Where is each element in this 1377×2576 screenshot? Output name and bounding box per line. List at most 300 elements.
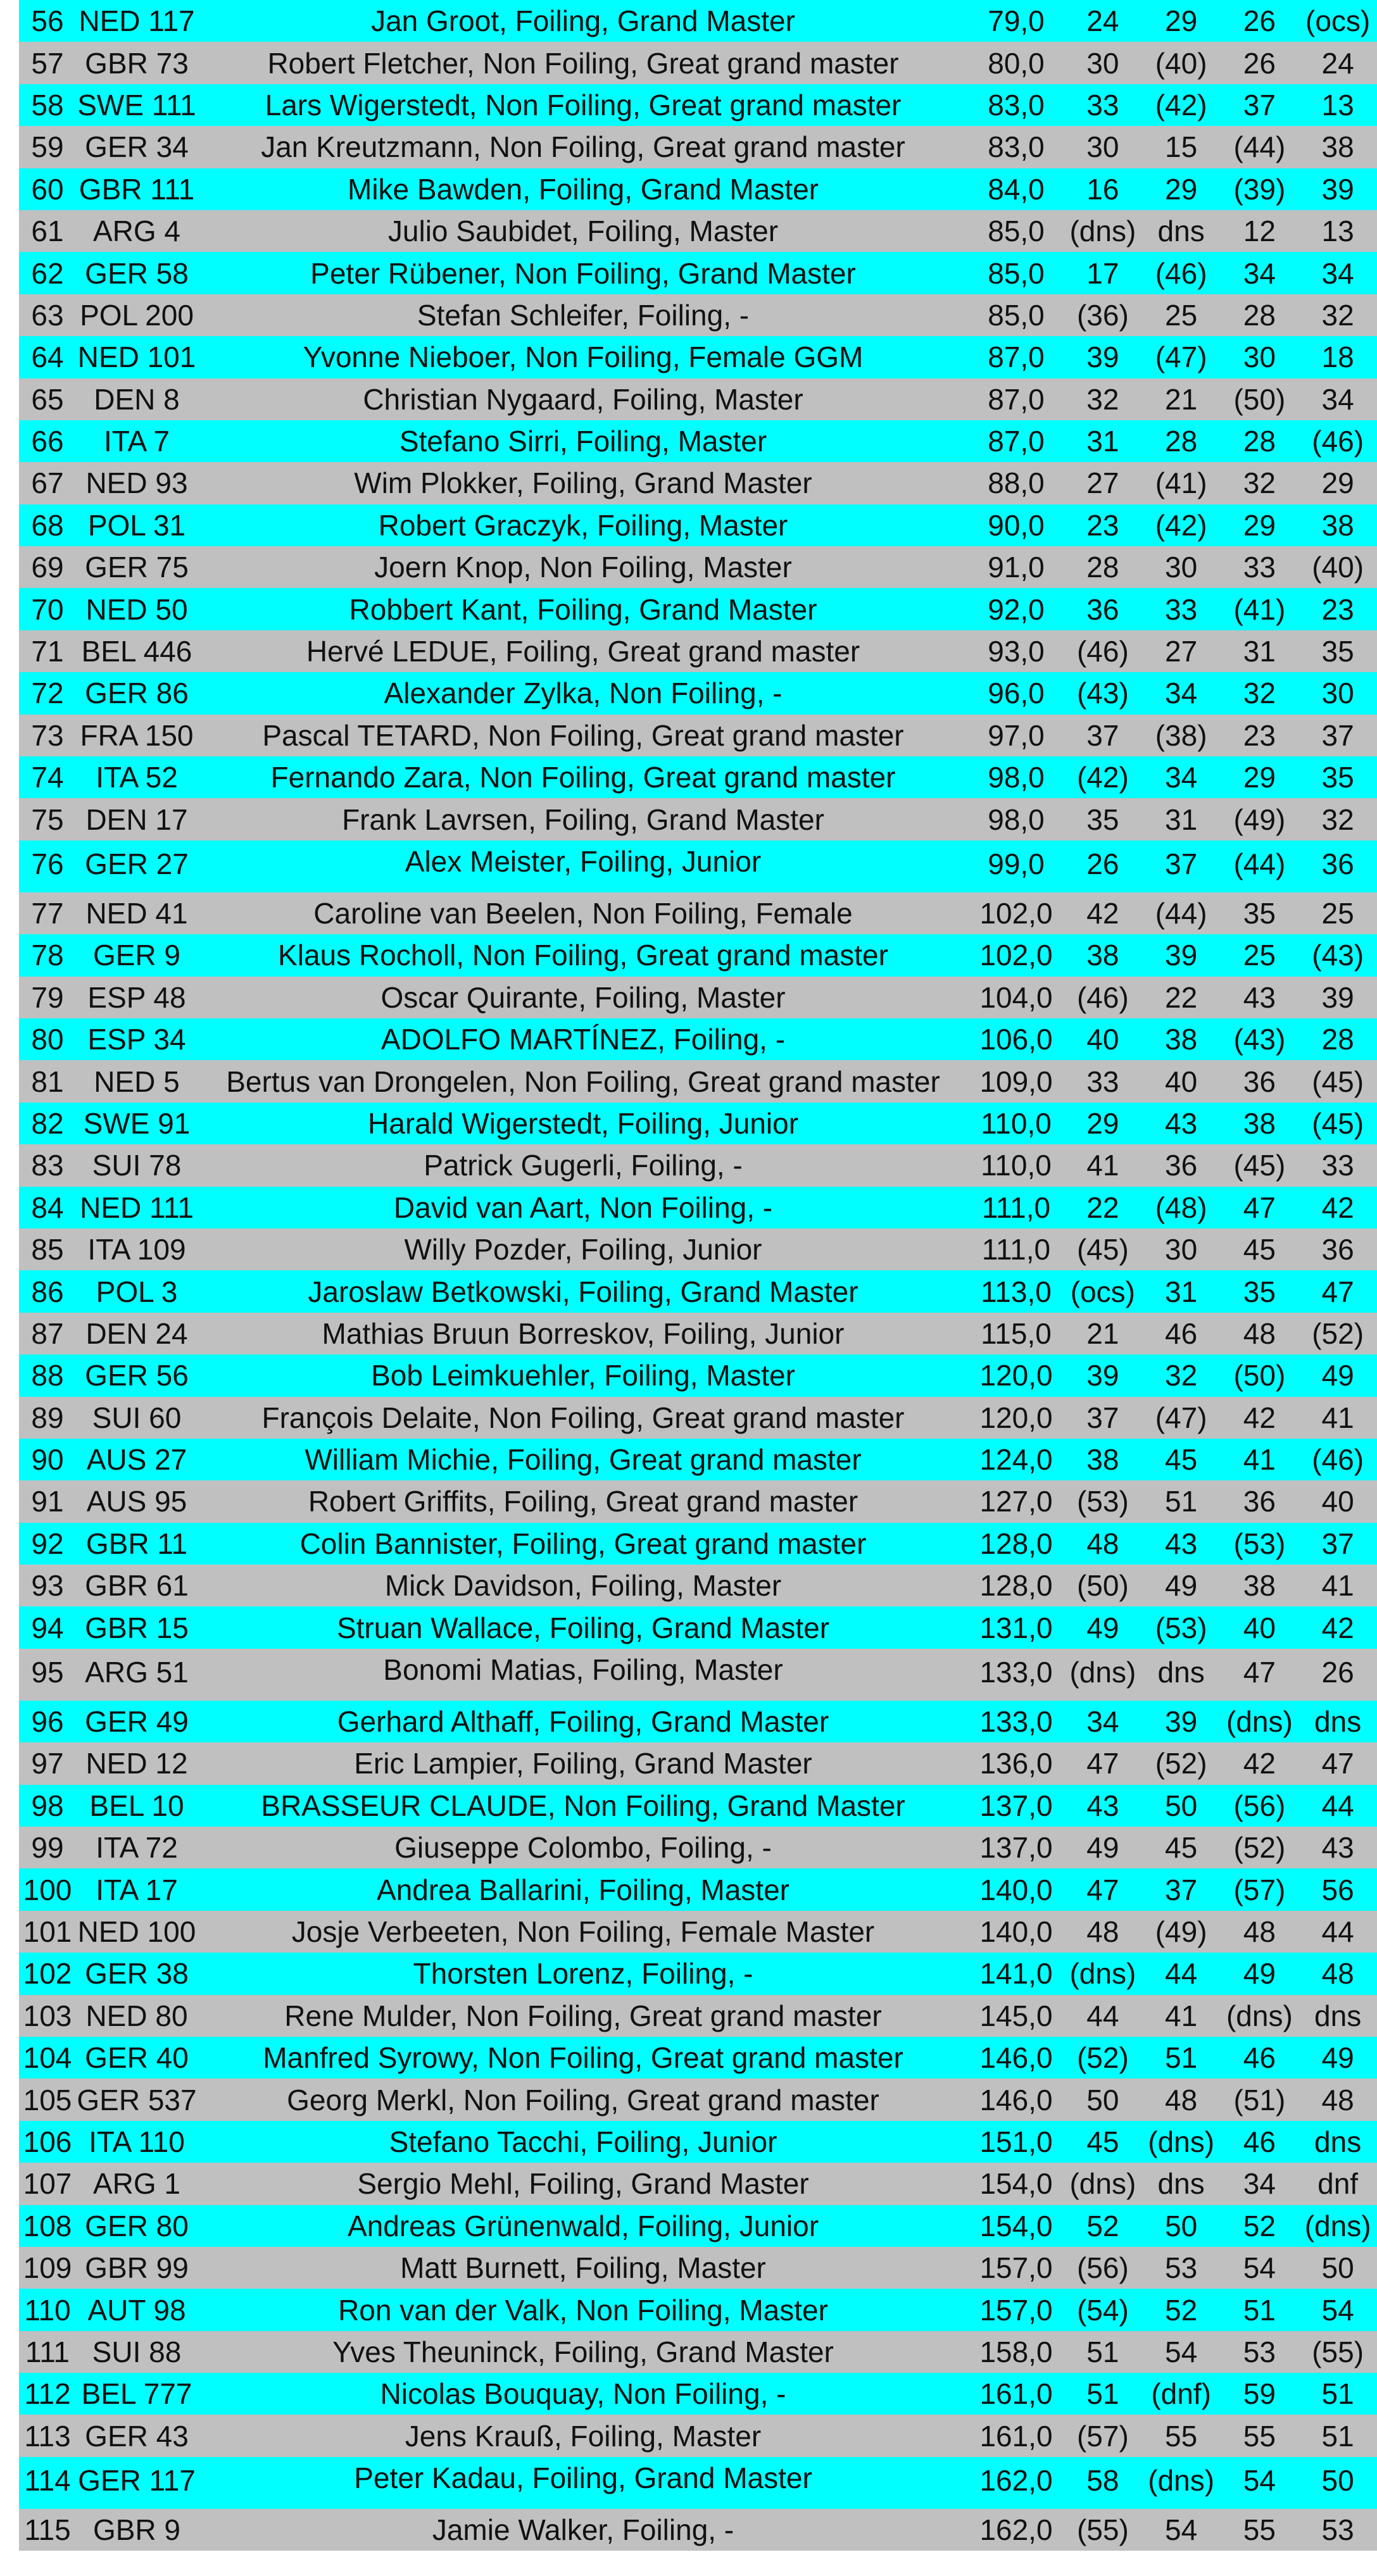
competitor-name-cell: Robert Griffits, Foiling, Great grand master xyxy=(308,1485,858,1518)
sail-number-cell: NED 100 xyxy=(77,1915,196,1948)
total-points-cell: 98,0 xyxy=(988,803,1045,836)
position-cell: 89 xyxy=(31,1401,64,1434)
race-2-score-cell: 41 xyxy=(1165,1999,1198,2032)
race-3-score-cell: 32 xyxy=(1243,677,1276,710)
sail-number-cell: ARG 51 xyxy=(85,1655,189,1689)
race-2-score-cell: (47) xyxy=(1155,341,1207,374)
position-cell: 107 xyxy=(23,2167,72,2201)
competitor-name-cell: Stefano Tacchi, Foiling, Junior xyxy=(389,2125,777,2158)
competitor-name-cell: François Delaite, Non Foiling, Great grand master xyxy=(261,1401,905,1434)
table-row xyxy=(19,546,1377,588)
race-3-score-cell: (52) xyxy=(1233,1831,1286,1865)
total-points-cell: 120,0 xyxy=(979,1401,1053,1434)
total-points-cell: 133,0 xyxy=(979,1655,1053,1689)
total-points-cell: 111,0 xyxy=(981,1233,1051,1266)
sail-number-cell: GBR 73 xyxy=(85,46,189,80)
race-2-score-cell: 51 xyxy=(1165,2041,1198,2075)
race-4-score-cell: 47 xyxy=(1321,1747,1354,1780)
race-4-score-cell: dns xyxy=(1314,1999,1362,2032)
race-3-score-cell: (50) xyxy=(1233,382,1286,416)
race-2-score-cell: 49 xyxy=(1165,1569,1198,1603)
race-2-score-cell: 27 xyxy=(1165,635,1198,668)
race-1-score-cell: 32 xyxy=(1086,382,1119,416)
competitor-name-cell: Jan Kreutzmann, Non Foiling, Great grand master xyxy=(261,130,905,164)
competitor-name-cell: Lars Wigerstedt, Non Foiling, Great grand master xyxy=(265,88,902,122)
race-2-score-cell: 36 xyxy=(1165,1149,1198,1182)
table-row xyxy=(19,420,1377,462)
competitor-name-cell: Robbert Kant, Foiling, Grand Master xyxy=(349,592,817,626)
competitor-name-cell: Nicolas Bouquay, Non Foiling, - xyxy=(380,2377,786,2411)
race-4-score-cell: 32 xyxy=(1321,803,1354,836)
total-points-cell: 146,0 xyxy=(979,2083,1053,2116)
competitor-name-cell: Bob Leimkuehler, Foiling, Master xyxy=(371,1359,795,1392)
table-row xyxy=(19,1785,1377,1827)
competitor-name-cell: Manfred Syrowy, Non Foiling, Great grand master xyxy=(263,2041,903,2075)
total-points-cell: 141,0 xyxy=(979,1957,1053,1991)
race-2-score-cell: (44) xyxy=(1155,897,1207,930)
race-3-score-cell: 54 xyxy=(1243,2463,1276,2497)
total-points-cell: 128,0 xyxy=(979,1527,1053,1560)
table-row xyxy=(19,1229,1377,1270)
sail-number-cell: ITA 110 xyxy=(89,2125,185,2158)
race-1-score-cell: (56) xyxy=(1076,2251,1129,2285)
competitor-name-cell: Stefano Sirri, Foiling, Master xyxy=(399,425,767,458)
position-cell: 68 xyxy=(31,508,64,542)
table-row xyxy=(19,892,1377,934)
total-points-cell: 85,0 xyxy=(988,298,1045,332)
table-row xyxy=(19,1060,1377,1102)
total-points-cell: 127,0 xyxy=(979,1485,1053,1518)
position-cell: 59 xyxy=(31,130,64,164)
position-cell: 72 xyxy=(31,677,64,710)
race-2-score-cell: 34 xyxy=(1165,677,1198,710)
position-cell: 69 xyxy=(31,551,64,584)
table-row xyxy=(19,2163,1377,2204)
race-3-score-cell: (dns) xyxy=(1226,1999,1293,2032)
race-4-score-cell: 40 xyxy=(1321,1485,1354,1518)
table-row xyxy=(19,462,1377,504)
position-cell: 105 xyxy=(23,2083,72,2116)
race-1-score-cell: 29 xyxy=(1086,1106,1119,1140)
race-4-score-cell: (dns) xyxy=(1304,2209,1371,2242)
race-4-score-cell: 54 xyxy=(1321,2293,1354,2327)
race-2-score-cell: 52 xyxy=(1165,2293,1198,2327)
race-1-score-cell: 58 xyxy=(1086,2463,1119,2497)
table-row xyxy=(19,1565,1377,1606)
position-cell: 60 xyxy=(31,172,64,206)
total-points-cell: 161,0 xyxy=(979,2419,1053,2453)
race-2-score-cell: (53) xyxy=(1155,1611,1207,1644)
total-points-cell: 146,0 xyxy=(979,2041,1053,2075)
race-2-score-cell: 54 xyxy=(1165,2335,1198,2368)
race-4-score-cell: 49 xyxy=(1321,1359,1354,1392)
race-3-score-cell: (53) xyxy=(1233,1527,1286,1560)
race-2-score-cell: 33 xyxy=(1165,592,1198,626)
table-row xyxy=(19,336,1377,378)
race-4-score-cell: 56 xyxy=(1321,1873,1354,1906)
position-cell: 65 xyxy=(31,382,64,416)
race-3-score-cell: 28 xyxy=(1243,425,1276,458)
race-4-score-cell: 34 xyxy=(1321,382,1354,416)
sail-number-cell: SUI 60 xyxy=(92,1401,182,1434)
competitor-name-cell: Andreas Grünenwald, Foiling, Junior xyxy=(347,2209,819,2242)
race-1-score-cell: 45 xyxy=(1086,2125,1119,2158)
position-cell: 74 xyxy=(31,761,64,794)
race-1-score-cell: 39 xyxy=(1086,1359,1119,1392)
race-1-score-cell: 47 xyxy=(1086,1873,1119,1906)
race-2-score-cell: (dns) xyxy=(1148,2125,1215,2158)
table-row xyxy=(19,0,1377,42)
table-row xyxy=(19,1397,1377,1439)
sail-number-cell: GER 80 xyxy=(85,2209,189,2242)
race-4-score-cell: (46) xyxy=(1312,1443,1364,1477)
sail-number-cell: ESP 48 xyxy=(87,980,186,1014)
position-cell: 83 xyxy=(31,1149,64,1182)
competitor-name-cell: Wim Plokker, Foiling, Grand Master xyxy=(354,466,812,500)
total-points-cell: 109,0 xyxy=(979,1065,1053,1098)
race-3-score-cell: 55 xyxy=(1243,2419,1276,2453)
competitor-name-cell: Mike Bawden, Foiling, Grand Master xyxy=(348,172,819,206)
competitor-name-cell: BRASSEUR CLAUDE, Non Foiling, Grand Master xyxy=(261,1789,905,1822)
table-row xyxy=(19,1701,1377,1742)
table-row xyxy=(19,1270,1377,1312)
position-cell: 86 xyxy=(31,1275,64,1308)
table-row xyxy=(19,1103,1377,1144)
competitor-name-cell: Robert Fletcher, Non Foiling, Great grand master xyxy=(267,46,899,80)
table-row xyxy=(19,1144,1377,1186)
total-points-cell: 120,0 xyxy=(979,1359,1053,1392)
race-3-score-cell: (39) xyxy=(1233,172,1286,206)
race-3-score-cell: 59 xyxy=(1243,2377,1276,2411)
table-row xyxy=(19,2373,1377,2415)
race-4-score-cell: (52) xyxy=(1312,1316,1364,1350)
race-2-score-cell: 54 xyxy=(1165,2513,1198,2547)
total-points-cell: 99,0 xyxy=(988,847,1045,880)
race-2-score-cell: 37 xyxy=(1165,847,1198,880)
sail-number-cell: NED 101 xyxy=(77,341,196,374)
competitor-name-cell: Struan Wallace, Foiling, Grand Master xyxy=(336,1611,830,1644)
total-points-cell: 91,0 xyxy=(988,551,1045,584)
table-row xyxy=(19,841,1377,892)
position-cell: 76 xyxy=(31,847,64,880)
race-1-score-cell: (dns) xyxy=(1069,1655,1136,1689)
total-points-cell: 131,0 xyxy=(979,1611,1053,1644)
competitor-name-cell: Giuseppe Colombo, Foiling, - xyxy=(394,1831,772,1865)
table-row xyxy=(19,168,1377,210)
sail-number-cell: ARG 1 xyxy=(92,2167,181,2201)
sail-number-cell: BEL 777 xyxy=(81,2377,192,2411)
competitor-name-cell: David van Aart, Non Foiling, - xyxy=(393,1191,773,1224)
race-1-score-cell: 21 xyxy=(1086,1316,1119,1350)
position-cell: 112 xyxy=(24,2377,71,2411)
race-2-score-cell: 45 xyxy=(1165,1831,1198,1865)
total-points-cell: 87,0 xyxy=(988,341,1045,374)
race-1-score-cell: 35 xyxy=(1086,803,1119,836)
race-3-score-cell: 34 xyxy=(1243,256,1276,290)
race-4-score-cell: 49 xyxy=(1321,2041,1354,2075)
competitor-name-cell: Frank Lavrsen, Foiling, Grand Master xyxy=(342,803,824,836)
competitor-name-cell: Stefan Schleifer, Foiling, - xyxy=(417,298,750,332)
race-1-score-cell: (52) xyxy=(1076,2041,1129,2075)
race-2-score-cell: 38 xyxy=(1165,1023,1198,1056)
competitor-name-cell: Ron van der Valk, Non Foiling, Master xyxy=(338,2293,828,2327)
competitor-name-cell: Bonomi Matias, Foiling, Master xyxy=(383,1653,783,1686)
race-1-score-cell: (dns) xyxy=(1069,1957,1136,1991)
race-3-score-cell: 38 xyxy=(1243,1569,1276,1603)
sail-number-cell: GER 43 xyxy=(85,2419,189,2453)
race-2-score-cell: 29 xyxy=(1165,172,1198,206)
sail-number-cell: DEN 17 xyxy=(85,803,188,836)
table-row xyxy=(19,588,1377,630)
position-cell: 66 xyxy=(31,425,64,458)
position-cell: 97 xyxy=(31,1747,64,1780)
race-3-score-cell: (49) xyxy=(1233,803,1286,836)
total-points-cell: 137,0 xyxy=(979,1789,1053,1822)
race-1-score-cell: 27 xyxy=(1086,466,1119,500)
table-row xyxy=(19,1827,1377,1868)
race-2-score-cell: 31 xyxy=(1165,803,1198,836)
race-3-score-cell: 47 xyxy=(1243,1655,1276,1689)
race-1-score-cell: (dns) xyxy=(1069,215,1136,248)
race-3-score-cell: 26 xyxy=(1243,4,1276,38)
sail-number-cell: GBR 9 xyxy=(92,2513,181,2547)
competitor-name-cell: Christian Nygaard, Foiling, Master xyxy=(363,382,803,416)
race-4-score-cell: (ocs) xyxy=(1305,4,1371,38)
position-cell: 82 xyxy=(31,1106,64,1140)
sail-number-cell: ARG 4 xyxy=(92,215,181,248)
sail-number-cell: NED 12 xyxy=(85,1747,188,1780)
table-row xyxy=(19,1911,1377,1953)
race-4-score-cell: dns xyxy=(1314,2125,1362,2158)
race-1-score-cell: 34 xyxy=(1086,1705,1119,1739)
total-points-cell: 85,0 xyxy=(988,215,1045,248)
position-cell: 75 xyxy=(31,803,64,836)
competitor-name-cell: Harald Wigerstedt, Foiling, Junior xyxy=(367,1106,799,1140)
race-4-score-cell: 44 xyxy=(1321,1915,1354,1948)
competitor-name-cell: Julio Saubidet, Foiling, Master xyxy=(387,215,779,248)
position-cell: 91 xyxy=(31,1485,64,1518)
table-row xyxy=(19,798,1377,840)
race-3-score-cell: 35 xyxy=(1243,1275,1276,1308)
table-row xyxy=(19,715,1377,756)
race-3-score-cell: 26 xyxy=(1243,46,1276,80)
position-cell: 93 xyxy=(31,1569,64,1603)
race-2-score-cell: 43 xyxy=(1165,1527,1198,1560)
total-points-cell: 151,0 xyxy=(979,2125,1053,2158)
race-1-score-cell: (50) xyxy=(1076,1569,1129,1603)
race-2-score-cell: (41) xyxy=(1155,466,1207,500)
race-3-score-cell: 48 xyxy=(1243,1915,1276,1948)
total-points-cell: 80,0 xyxy=(988,46,1045,80)
sail-number-cell: ITA 17 xyxy=(96,1873,178,1906)
race-1-score-cell: 16 xyxy=(1086,172,1119,206)
table-row xyxy=(19,1018,1377,1060)
total-points-cell: 154,0 xyxy=(979,2209,1053,2242)
race-4-score-cell: 29 xyxy=(1321,466,1354,500)
position-cell: 111 xyxy=(25,2335,70,2368)
position-cell: 79 xyxy=(31,980,64,1014)
sail-number-cell: GER 40 xyxy=(85,2041,189,2075)
sail-number-cell: DEN 24 xyxy=(85,1316,188,1350)
sail-number-cell: GER 34 xyxy=(85,130,189,164)
total-points-cell: 110,0 xyxy=(981,1106,1052,1140)
race-4-score-cell: 13 xyxy=(1321,88,1354,122)
race-3-score-cell: 49 xyxy=(1243,1957,1276,1991)
race-1-score-cell: (54) xyxy=(1076,2293,1129,2327)
race-4-score-cell: (45) xyxy=(1312,1106,1364,1140)
sail-number-cell: AUS 27 xyxy=(86,1443,187,1477)
total-points-cell: 87,0 xyxy=(988,382,1045,416)
competitor-name-cell: Sergio Mehl, Foiling, Grand Master xyxy=(357,2167,809,2201)
position-cell: 87 xyxy=(31,1316,64,1350)
race-3-score-cell: 51 xyxy=(1243,2293,1276,2327)
position-cell: 80 xyxy=(31,1023,64,1056)
sail-number-cell: BEL 10 xyxy=(89,1789,184,1822)
table-row xyxy=(19,294,1377,336)
race-4-score-cell: 43 xyxy=(1321,1831,1354,1865)
competitor-name-cell: William Michie, Foiling, Great grand master xyxy=(305,1443,862,1477)
table-row xyxy=(19,1953,1377,1994)
total-points-cell: 79,0 xyxy=(988,4,1045,38)
position-cell: 56 xyxy=(31,4,64,38)
race-4-score-cell: (46) xyxy=(1312,425,1364,458)
race-2-score-cell: 30 xyxy=(1165,551,1198,584)
race-2-score-cell: 25 xyxy=(1165,298,1198,332)
total-points-cell: 124,0 xyxy=(979,1443,1053,1477)
position-cell: 64 xyxy=(31,341,64,374)
race-3-score-cell: 34 xyxy=(1243,2167,1276,2201)
table-row xyxy=(19,84,1377,126)
position-cell: 84 xyxy=(31,1191,64,1224)
race-1-score-cell: (ocs) xyxy=(1070,1275,1135,1308)
race-1-score-cell: 49 xyxy=(1086,1831,1119,1865)
race-4-score-cell: 51 xyxy=(1321,2377,1354,2411)
race-2-score-cell: (dnf) xyxy=(1151,2377,1211,2411)
race-1-score-cell: 42 xyxy=(1086,897,1119,930)
position-cell: 77 xyxy=(31,897,64,930)
competitor-name-cell: Bertus van Drongelen, Non Foiling, Great grand master xyxy=(226,1065,940,1098)
competitor-name-cell: Matt Burnett, Foiling, Master xyxy=(400,2251,766,2285)
race-4-score-cell: 53 xyxy=(1321,2513,1354,2547)
position-cell: 115 xyxy=(24,2513,71,2547)
sail-number-cell: SWE 111 xyxy=(77,88,196,122)
race-1-score-cell: 49 xyxy=(1086,1611,1119,1644)
race-3-score-cell: (50) xyxy=(1233,1359,1286,1392)
race-4-score-cell: 35 xyxy=(1321,635,1354,668)
total-points-cell: 128,0 xyxy=(979,1569,1053,1603)
total-points-cell: 87,0 xyxy=(988,425,1045,458)
race-1-score-cell: (43) xyxy=(1076,677,1129,710)
position-cell: 110 xyxy=(24,2293,71,2327)
race-3-score-cell: 37 xyxy=(1243,88,1276,122)
race-3-score-cell: (45) xyxy=(1233,1149,1286,1182)
sail-number-cell: FRA 150 xyxy=(80,718,194,752)
race-1-score-cell: 26 xyxy=(1086,847,1119,880)
race-2-score-cell: 43 xyxy=(1165,1106,1198,1140)
competitor-name-cell: Mathias Bruun Borreskov, Foiling, Junior xyxy=(322,1316,845,1350)
race-3-score-cell: 36 xyxy=(1243,1065,1276,1098)
sail-number-cell: GER 537 xyxy=(77,2083,197,2116)
race-1-score-cell: 37 xyxy=(1086,718,1119,752)
position-cell: 88 xyxy=(31,1359,64,1392)
race-2-score-cell: 51 xyxy=(1165,1485,1198,1518)
race-2-score-cell: 39 xyxy=(1165,1705,1198,1739)
competitor-name-cell: Oscar Quirante, Foiling, Master xyxy=(380,980,786,1014)
table-row xyxy=(19,1995,1377,2037)
position-cell: 90 xyxy=(31,1443,64,1477)
table-row xyxy=(19,672,1377,714)
position-cell: 58 xyxy=(31,88,64,122)
race-2-score-cell: 15 xyxy=(1165,130,1198,164)
race-1-score-cell: 33 xyxy=(1086,1065,1119,1098)
race-2-score-cell: 39 xyxy=(1165,939,1198,972)
position-cell: 99 xyxy=(31,1831,64,1865)
table-row xyxy=(19,2289,1377,2330)
race-2-score-cell: (49) xyxy=(1155,1915,1207,1948)
total-points-cell: 92,0 xyxy=(988,592,1045,626)
total-points-cell: 115,0 xyxy=(981,1316,1052,1350)
race-3-score-cell: 38 xyxy=(1243,1106,1276,1140)
sail-number-cell: GBR 15 xyxy=(85,1611,189,1644)
race-4-score-cell: 24 xyxy=(1321,46,1354,80)
race-4-score-cell: 50 xyxy=(1321,2463,1354,2497)
race-2-score-cell: (42) xyxy=(1155,88,1207,122)
sail-number-cell: NED 117 xyxy=(79,4,195,38)
table-row xyxy=(19,2037,1377,2079)
race-3-score-cell: (43) xyxy=(1233,1023,1286,1056)
race-2-score-cell: 50 xyxy=(1165,2209,1198,2242)
sail-number-cell: ITA 52 xyxy=(96,761,178,794)
total-points-cell: 83,0 xyxy=(988,88,1045,122)
sail-number-cell: NED 50 xyxy=(85,592,188,626)
sail-number-cell: SWE 91 xyxy=(83,1106,191,1140)
race-3-score-cell: 42 xyxy=(1243,1401,1276,1434)
sail-number-cell: ITA 7 xyxy=(104,425,170,458)
race-1-score-cell: 38 xyxy=(1086,939,1119,972)
race-4-score-cell: 37 xyxy=(1321,1527,1354,1560)
race-4-score-cell: 23 xyxy=(1321,592,1354,626)
competitor-name-cell: Fernando Zara, Non Foiling, Great grand master xyxy=(270,761,896,794)
sail-number-cell: POL 31 xyxy=(87,508,186,542)
race-2-score-cell: dns xyxy=(1157,1655,1205,1689)
position-cell: 78 xyxy=(31,939,64,972)
race-1-score-cell: (36) xyxy=(1076,298,1129,332)
race-3-score-cell: 45 xyxy=(1243,1233,1276,1266)
table-row xyxy=(19,1439,1377,1480)
race-4-score-cell: 18 xyxy=(1321,341,1354,374)
table-row xyxy=(19,1742,1377,1784)
race-1-score-cell: (55) xyxy=(1076,2513,1129,2547)
total-points-cell: 83,0 xyxy=(988,130,1045,164)
race-4-score-cell: 26 xyxy=(1321,1655,1354,1689)
race-1-score-cell: 36 xyxy=(1086,592,1119,626)
race-4-score-cell: 32 xyxy=(1321,298,1354,332)
table-row xyxy=(19,1606,1377,1648)
total-points-cell: 140,0 xyxy=(979,1915,1053,1948)
race-3-score-cell: (44) xyxy=(1233,130,1286,164)
sail-number-cell: NED 111 xyxy=(80,1191,194,1224)
race-4-score-cell: 28 xyxy=(1321,1023,1354,1056)
race-4-score-cell: 41 xyxy=(1321,1401,1354,1434)
competitor-name-cell: Hervé LEDUE, Foiling, Great grand master xyxy=(306,635,860,668)
race-3-score-cell: 29 xyxy=(1243,761,1276,794)
total-points-cell: 102,0 xyxy=(979,939,1053,972)
race-1-score-cell: 40 xyxy=(1086,1023,1119,1056)
race-2-score-cell: (40) xyxy=(1155,46,1207,80)
competitor-name-cell: Jamie Walker, Foiling, - xyxy=(432,2513,734,2547)
position-cell: 109 xyxy=(23,2251,72,2285)
race-1-score-cell: 48 xyxy=(1086,1527,1119,1560)
